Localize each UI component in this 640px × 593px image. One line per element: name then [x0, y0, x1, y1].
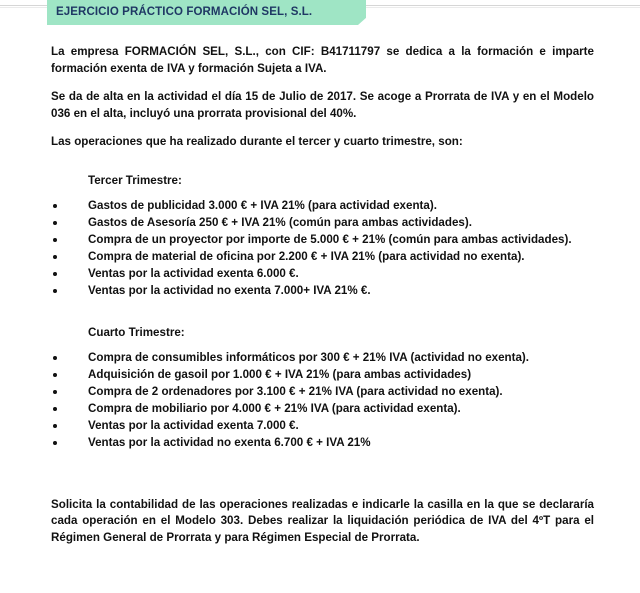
list-item: [51, 249, 594, 265]
list-item: [51, 215, 594, 231]
list-item-text: Ventas por la actividad no exenta 6.700 € + IVA 21%: [88, 435, 371, 449]
intro-paragraph-1: La empresa FORMACIÓN SEL, S.L., con CIF: B41711797 se dedica a la formación e imparte formación exenta de IVA y formación Sujeta a IVA.: [51, 45, 594, 75]
list-item: [51, 418, 594, 434]
list-item: [51, 198, 594, 214]
closing-section: [51, 497, 594, 547]
section-label-tercer-trimestre: Tercer Trimestre:: [88, 173, 182, 187]
list-item-text: Compra de mobiliario por 4.000 € + 21% IVA (para actividad exenta).: [88, 401, 461, 415]
operations-list-cuarto-trimestre: [51, 350, 594, 451]
intro-paragraph-3: Las operaciones que ha realizado durante el tercer y cuarto trimestre, son:: [51, 135, 463, 148]
operations-list-tercer-trimestre: [51, 198, 594, 299]
list-item-text: Gastos de Asesoría 250 € + IVA 21% (común para ambas actividades).: [88, 215, 472, 229]
list-item: [51, 435, 594, 451]
document-body: [51, 44, 594, 546]
list-item: [51, 401, 594, 417]
list-item-text: Compra de 2 ordenadores por 3.100 € + 21% IVA (para actividad no exenta).: [88, 384, 503, 398]
list-item-text: Adquisición de gasoil por 1.000 € + IVA 21% (para ambas actividades): [88, 367, 472, 381]
list-item-text: Ventas por la actividad exenta 6.000 €.: [88, 266, 299, 280]
document-title: EJERCICIO PRÁCTICO FORMACIÓN SEL, S.L.: [56, 5, 313, 18]
list-item-text: Gastos de publicidad 3.000 € + IVA 21% (para actividad exenta).: [88, 198, 437, 212]
list-item: [51, 384, 594, 400]
section-label-cuarto-trimestre: Cuarto Trimestre:: [88, 325, 185, 339]
list-item-text: Compra de material de oficina por 2.200 € + IVA 21% (para actividad no exenta).: [88, 249, 525, 263]
list-item-text: Compra de un proyector por importe de 5.000 € + 21% (común para ambas actividades).: [88, 232, 572, 246]
list-item-text: Compra de consumibles informáticos por 300 € + 21% IVA (actividad no exenta).: [88, 350, 530, 364]
list-item: [51, 350, 594, 366]
closing-paragraph: Solicita la contabilidad de las operaciones realizadas e indicarle la casilla en la que se declararía cada operación en el Modelo 303. Debes realizar la liquidación periódica de IVA del 4ºT para el Régimen General de Prorrata y para Régimen Especial de Prorrata.: [51, 497, 594, 544]
list-item-text: Ventas por la actividad no exenta 7.000+ IVA 21% €.: [88, 283, 371, 297]
intro-paragraph-2: Se da de alta en la actividad el día 15 de Julio de 2017. Se acoge a Prorrata de IVA y en el Modelo 036 en el alta, incluyó una prorrata provisional del 40%.: [51, 90, 594, 120]
title-banner: [47, 0, 366, 25]
list-item-text: Ventas por la actividad exenta 7.000 €.: [88, 418, 299, 432]
list-item: [51, 232, 594, 248]
list-item: [51, 367, 594, 383]
list-item: [51, 266, 594, 282]
list-item: [51, 283, 594, 299]
